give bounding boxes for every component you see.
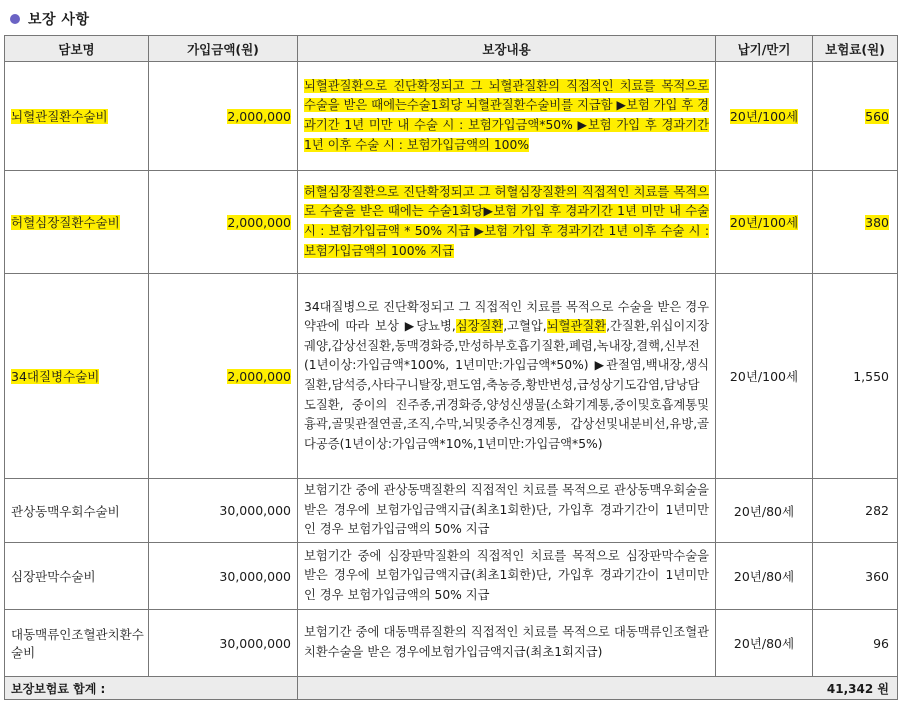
table-header-row xyxy=(5,36,898,62)
header-period: 납기/만기 xyxy=(716,36,813,62)
coverage-description-highlight: 뇌혈관질환 xyxy=(546,319,607,334)
coverage-description-cell xyxy=(298,479,716,543)
coverage-name: 심장판막수술비 xyxy=(11,569,96,584)
coverage-period: 20년/100세 xyxy=(729,109,799,124)
coverage-premium: 560 xyxy=(865,108,889,124)
coverage-period-cell xyxy=(716,171,813,274)
table-row xyxy=(5,543,898,610)
table-row xyxy=(5,62,898,171)
coverage-amount: 30,000,000 xyxy=(219,503,291,518)
table-row xyxy=(5,479,898,543)
coverage-description: 보험기간 중에 대동맥류질환의 직접적인 치료를 목적으로 대동맥류인조혈관치환수술을 받은 경우에보험가입금액지급(최초1회지급) xyxy=(304,625,709,659)
coverage-period-cell xyxy=(716,610,813,677)
header-name: 담보명 xyxy=(5,36,149,62)
coverage-premium-cell xyxy=(813,543,898,610)
coverage-amount-cell xyxy=(149,274,298,479)
coverage-description-highlight: 심장질환 xyxy=(455,319,504,334)
coverage-period-cell xyxy=(716,62,813,171)
coverage-description-cell xyxy=(298,543,716,610)
coverage-amount: 2,000,000 xyxy=(227,214,291,230)
coverage-name-cell xyxy=(5,610,149,677)
coverage-premium: 1,550 xyxy=(853,368,889,384)
coverage-description-cell xyxy=(298,62,716,171)
coverage-amount: 30,000,000 xyxy=(219,635,291,651)
total-value: 41,342 원 xyxy=(298,677,898,700)
total-row xyxy=(5,677,898,700)
coverage-period: 20년/100세 xyxy=(729,369,799,384)
table-row xyxy=(5,171,898,274)
coverage-period: 20년/80세 xyxy=(733,569,795,584)
coverage-amount: 30,000,000 xyxy=(219,568,291,584)
coverage-premium: 380 xyxy=(865,214,889,230)
coverage-amount-cell xyxy=(149,62,298,171)
coverage-name: 대동맥류인조혈관치환수술비 xyxy=(11,627,144,660)
section-title: 보장 사항 xyxy=(28,12,90,28)
coverage-description-cell xyxy=(298,274,716,479)
coverage-period-cell xyxy=(716,274,813,479)
coverage-name: 관상동맥우회수술비 xyxy=(11,503,120,519)
coverage-description-part: 34대질병으로 진단확정되고 그 직접적인 치료를 목적으로 수술을 받은 경우 약관에 따라 보상 ▶당뇨병, xyxy=(304,299,709,334)
coverage-description-part: ,고혈압, xyxy=(503,319,547,334)
coverage-name-cell xyxy=(5,171,149,274)
coverage-premium: 96 xyxy=(873,635,889,651)
header-amount: 가입금액(원) xyxy=(149,36,298,62)
coverage-period-cell xyxy=(716,543,813,610)
coverage-name: 뇌혈관질환수술비 xyxy=(11,109,108,124)
coverage-premium-cell xyxy=(813,610,898,677)
coverage-premium-cell xyxy=(813,274,898,479)
coverage-name-cell xyxy=(5,274,149,479)
coverage-period-cell xyxy=(716,479,813,543)
coverage-amount-cell xyxy=(149,543,298,610)
coverage-name-cell xyxy=(5,62,149,171)
coverage-amount-cell xyxy=(149,479,298,543)
coverage-period: 20년/80세 xyxy=(733,636,795,651)
header-description: 보장내용 xyxy=(298,36,716,62)
table-row xyxy=(5,610,898,677)
total-label: 보장보험료 합계 : xyxy=(5,677,298,700)
coverage-amount-cell xyxy=(149,171,298,274)
coverage-description: 허혈심장질환으로 진단확정되고 그 허혈심장질환의 직접적인 치료를 목적으로 수술을 받은 때에는 수술1회당▶보험 가입 후 경과기간 1년 미만 내 수술 시 : 보험가입금액 * 50% 지급 ▶보험 가입 후 경과기간 1년 이후 수술 시 : 보험가입금액의 100% 지급 xyxy=(304,184,709,258)
coverage-description-part: ,간질환,위십이지장궤양,갑상선질환,동맥경화증,만성하부호흡기질환,폐렴,녹내장,결핵,신부전(1년이상:가입금액*100%, 1년미만:가입금액*50%) ▶관절염,백내장,생식질환,담석증,사타구니탈장,편도염,축농증,황반변성,급성상기도감염,담낭담도질환, 중이의 진주종,귀경화증,양성신생물(소화기계통,중이및호흡계통및흉곽,골및관절연골,조직,수막,뇌및중추신경계통, 갑상선및내분비선,유방,골다공증(1년이상:가입금액*10%,1년미만:가입금액*5%) xyxy=(304,319,709,451)
coverage-description: 뇌혈관질환으로 진단확정되고 그 뇌혈관질환의 직접적인 치료를 목적으로 수술을 받은 때에는수술1회당 뇌혈관질환수술비를 지급함 ▶보험 가입 후 경과기간 1년 미만 내 수술 시 : 보험가입금액*50% ▶보험 가입 후 경과기간 1년 이후 수술 시 : 보험가입금액의 100% xyxy=(304,78,709,152)
coverage-period: 20년/80세 xyxy=(733,503,795,519)
coverage-premium: 360 xyxy=(865,568,889,584)
coverage-name-cell xyxy=(5,479,149,543)
coverage-period: 20년/100세 xyxy=(729,215,799,230)
bullet-icon xyxy=(10,14,20,24)
coverage-amount: 2,000,000 xyxy=(227,108,291,124)
coverage-description: 보험기간 중에 심장판막질환의 직접적인 치료를 목적으로 심장판막수술을 받은 경우에 보험가입금액지급(최초1회한)단, 가입후 경과기간이 1년미만인 경우 보험가입금액의 50% 지급 xyxy=(304,548,709,602)
coverage-premium: 282 xyxy=(865,503,889,518)
coverage-amount-cell xyxy=(149,610,298,677)
coverage-description: 보험기간 중에 관상동맥질환의 직접적인 치료를 목적으로 관상동맥우회술을 받은 경우에 보험가입금액지급(최초1회한)단, 가입후 경과기간이 1년미만인 경우 보험가입금액의 50% 지급 xyxy=(304,483,709,537)
coverage-premium-cell xyxy=(813,62,898,171)
coverage-premium-cell xyxy=(813,171,898,274)
coverage-name-cell xyxy=(5,543,149,610)
coverage-table xyxy=(4,35,898,700)
coverage-premium-cell xyxy=(813,479,898,543)
coverage-name: 34대질병수술비 xyxy=(11,369,100,384)
coverage-name: 허혈심장질환수술비 xyxy=(11,215,120,230)
coverage-description-cell xyxy=(298,171,716,274)
coverage-description-cell xyxy=(298,610,716,677)
table-row xyxy=(5,274,898,479)
section-header xyxy=(10,8,89,30)
coverage-amount: 2,000,000 xyxy=(227,368,291,384)
header-premium: 보험료(원) xyxy=(813,36,898,62)
